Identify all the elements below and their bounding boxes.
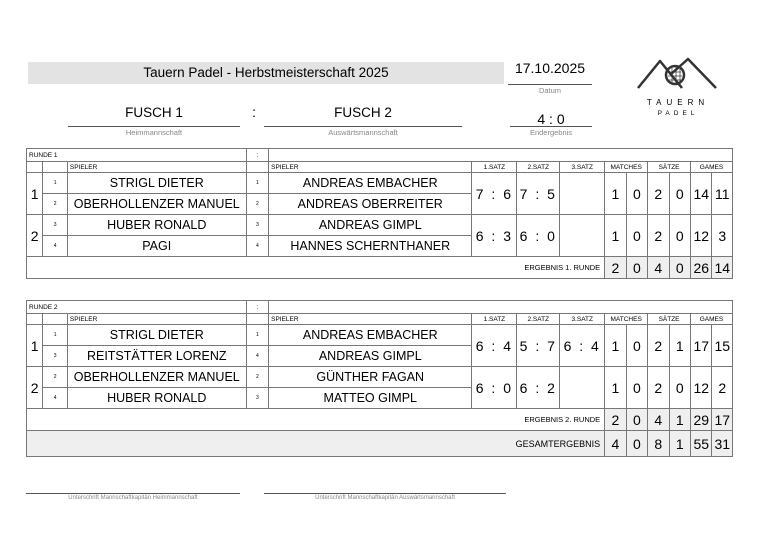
set1-score: 7 : 6 bbox=[472, 173, 517, 215]
away-team-label: Auswärtsmannschaft bbox=[328, 128, 398, 137]
home-signature-label: Unterschrift Mannschaftkapitän Heimmannschaft bbox=[68, 495, 198, 501]
round-result-label: ERGEBNIS 1. RUNDE bbox=[27, 257, 605, 279]
logo-text-padel: PADEL bbox=[657, 110, 699, 117]
matches-away: 0 bbox=[626, 215, 647, 257]
total-matches-away: 0 bbox=[626, 431, 647, 457]
home-player-name: OBERHOLLENZER MANUEL bbox=[67, 194, 246, 215]
column-header-row bbox=[27, 314, 733, 325]
home-player-name: REITSTÄTTER LORENZ bbox=[67, 346, 246, 367]
round-result-row bbox=[27, 257, 733, 279]
col-set1: 1.SATZ bbox=[472, 162, 517, 173]
sets-home: 2 bbox=[648, 367, 669, 409]
set2-score: 6 : 0 bbox=[517, 215, 560, 257]
final-result-line bbox=[510, 126, 592, 127]
matches-home: 1 bbox=[605, 173, 626, 215]
team-separator: : bbox=[252, 105, 256, 120]
away-player-number: 2 bbox=[246, 367, 268, 388]
home-player-number: 3 bbox=[43, 215, 68, 236]
sets-away: 1 bbox=[669, 325, 690, 367]
date-line bbox=[508, 84, 592, 85]
col-set2: 2.SATZ bbox=[517, 162, 560, 173]
set3-score bbox=[560, 367, 605, 409]
round-matches-home: 2 bbox=[605, 257, 626, 279]
games-home: 12 bbox=[691, 367, 712, 409]
sets-home: 2 bbox=[648, 325, 669, 367]
away-player-name: ANDREAS OBERREITER bbox=[269, 194, 472, 215]
logo-text-tauern: TAUERN bbox=[646, 98, 710, 107]
home-player-number: 2 bbox=[43, 367, 68, 388]
games-home: 12 bbox=[691, 215, 712, 257]
away-player-number: 4 bbox=[246, 346, 268, 367]
sets-home: 2 bbox=[648, 215, 669, 257]
away-player-name: ANDREAS GIMPL bbox=[269, 215, 472, 236]
away-player-name: GÜNTHER FAGAN bbox=[269, 367, 472, 388]
match-row bbox=[27, 173, 733, 194]
match-row bbox=[27, 367, 733, 388]
round-1-table bbox=[26, 148, 733, 279]
round-games-home: 26 bbox=[691, 257, 712, 279]
round-colon: : bbox=[246, 149, 268, 162]
away-player-number: 1 bbox=[246, 173, 268, 194]
away-team: FUSCH 2 bbox=[334, 105, 392, 120]
matches-home: 1 bbox=[605, 215, 626, 257]
col-games: GAMES bbox=[691, 314, 733, 325]
home-player-name: PAGI bbox=[67, 236, 246, 257]
col-games: GAMES bbox=[691, 162, 733, 173]
col-matches: MATCHES bbox=[605, 314, 648, 325]
round-sets-away: 0 bbox=[669, 257, 690, 279]
match-row bbox=[27, 325, 733, 346]
col-away-player: SPIELER bbox=[269, 314, 472, 325]
home-player-number: 1 bbox=[43, 173, 68, 194]
home-player-name: HUBER RONALD bbox=[67, 215, 246, 236]
home-team-label: Heimmannschaft bbox=[125, 128, 183, 137]
home-player-number: 2 bbox=[43, 194, 68, 215]
set3-score bbox=[560, 173, 605, 215]
round-matches-home: 2 bbox=[605, 409, 626, 431]
set2-score: 5 : 7 bbox=[517, 325, 560, 367]
set1-score: 6 : 0 bbox=[472, 367, 517, 409]
col-sets: SÄTZE bbox=[648, 314, 691, 325]
matches-home: 1 bbox=[605, 325, 626, 367]
away-signature-label: Unterschrift Mannschaftkapitän Auswärtsmannschaft bbox=[315, 495, 455, 501]
sets-away: 0 bbox=[669, 173, 690, 215]
sets-home: 2 bbox=[648, 173, 669, 215]
col-home-player: SPIELER bbox=[67, 314, 246, 325]
away-player-number: 4 bbox=[246, 236, 268, 257]
col-set2: 2.SATZ bbox=[517, 314, 560, 325]
match-number: 1 bbox=[27, 173, 43, 215]
matches-away: 0 bbox=[626, 325, 647, 367]
round-label: RUNDE 2 bbox=[27, 301, 247, 314]
games-home: 17 bbox=[691, 325, 712, 367]
sets-away: 0 bbox=[669, 215, 690, 257]
home-player-name: HUBER RONALD bbox=[67, 388, 246, 409]
home-player-number: 3 bbox=[43, 346, 68, 367]
home-team-line bbox=[68, 126, 240, 127]
away-player-name: ANDREAS GIMPL bbox=[269, 346, 472, 367]
home-player-number: 4 bbox=[43, 236, 68, 257]
page-title: Tauern Padel - Herbstmeisterschaft 2025 bbox=[28, 62, 504, 84]
match-number: 1 bbox=[27, 325, 43, 367]
match-number: 2 bbox=[27, 215, 43, 257]
total-games-away: 31 bbox=[712, 431, 733, 457]
games-home: 14 bbox=[691, 173, 712, 215]
round-2-table bbox=[26, 300, 733, 457]
date-label: Datum bbox=[538, 86, 562, 95]
total-matches-home: 4 bbox=[605, 431, 626, 457]
away-player-number: 3 bbox=[246, 215, 268, 236]
matches-away: 0 bbox=[626, 367, 647, 409]
round-result-row bbox=[27, 409, 733, 431]
matches-away: 0 bbox=[626, 173, 647, 215]
col-set1: 1.SATZ bbox=[472, 314, 517, 325]
away-player-name: MATTEO GIMPL bbox=[269, 388, 472, 409]
match-number: 2 bbox=[27, 367, 43, 409]
round-colon: : bbox=[246, 301, 268, 314]
round-games-away: 17 bbox=[712, 409, 733, 431]
round-header-row bbox=[27, 301, 733, 314]
away-player-number: 2 bbox=[246, 194, 268, 215]
round-sets-away: 1 bbox=[669, 409, 690, 431]
total-games-home: 55 bbox=[691, 431, 712, 457]
set1-score: 6 : 3 bbox=[472, 215, 517, 257]
round-matches-away: 0 bbox=[626, 409, 647, 431]
col-away-player: SPIELER bbox=[269, 162, 472, 173]
away-player-name: ANDREAS EMBACHER bbox=[269, 325, 472, 346]
away-player-name: ANDREAS EMBACHER bbox=[269, 173, 472, 194]
set2-score: 7 : 5 bbox=[517, 173, 560, 215]
total-result-label: GESAMTERGEBNIS bbox=[27, 431, 605, 457]
col-matches: MATCHES bbox=[605, 162, 648, 173]
home-player-number: 4 bbox=[43, 388, 68, 409]
games-away: 3 bbox=[712, 215, 733, 257]
home-player-name: STRIGL DIETER bbox=[67, 173, 246, 194]
games-away: 2 bbox=[712, 367, 733, 409]
home-team: FUSCH 1 bbox=[125, 105, 183, 120]
games-away: 15 bbox=[712, 325, 733, 367]
matches-home: 1 bbox=[605, 367, 626, 409]
home-signature-line bbox=[26, 493, 240, 494]
home-player-name: OBERHOLLENZER MANUEL bbox=[67, 367, 246, 388]
away-player-number: 3 bbox=[246, 388, 268, 409]
total-result-row bbox=[27, 431, 733, 457]
col-set3: 3.SATZ bbox=[560, 162, 605, 173]
round-header-row bbox=[27, 149, 733, 162]
round-label: RUNDE 1 bbox=[27, 149, 247, 162]
col-sets: SÄTZE bbox=[648, 162, 691, 173]
round-matches-away: 0 bbox=[626, 257, 647, 279]
column-header-row bbox=[27, 162, 733, 173]
col-home-player: SPIELER bbox=[67, 162, 246, 173]
match-row bbox=[27, 215, 733, 236]
round-games-away: 14 bbox=[712, 257, 733, 279]
away-player-name: HANNES SCHERNTHANER bbox=[269, 236, 472, 257]
final-result: 4 : 0 bbox=[537, 111, 565, 127]
final-result-label: Endergebnis bbox=[529, 128, 573, 137]
away-signature-line bbox=[264, 493, 506, 494]
col-set3: 3.SATZ bbox=[560, 314, 605, 325]
set3-score: 6 : 4 bbox=[560, 325, 605, 367]
round-sets-home: 4 bbox=[648, 409, 669, 431]
games-away: 11 bbox=[712, 173, 733, 215]
round-games-home: 29 bbox=[691, 409, 712, 431]
set3-score bbox=[560, 215, 605, 257]
away-player-number: 1 bbox=[246, 325, 268, 346]
home-player-name: STRIGL DIETER bbox=[67, 325, 246, 346]
set2-score: 6 : 2 bbox=[517, 367, 560, 409]
match-date: 17.10.2025 bbox=[514, 60, 586, 76]
set1-score: 6 : 4 bbox=[472, 325, 517, 367]
home-player-number: 1 bbox=[43, 325, 68, 346]
total-sets-home: 8 bbox=[648, 431, 669, 457]
sets-away: 0 bbox=[669, 367, 690, 409]
away-team-line bbox=[264, 126, 462, 127]
round-result-label: ERGEBNIS 2. RUNDE bbox=[27, 409, 605, 431]
round-sets-home: 4 bbox=[648, 257, 669, 279]
total-sets-away: 1 bbox=[669, 431, 690, 457]
